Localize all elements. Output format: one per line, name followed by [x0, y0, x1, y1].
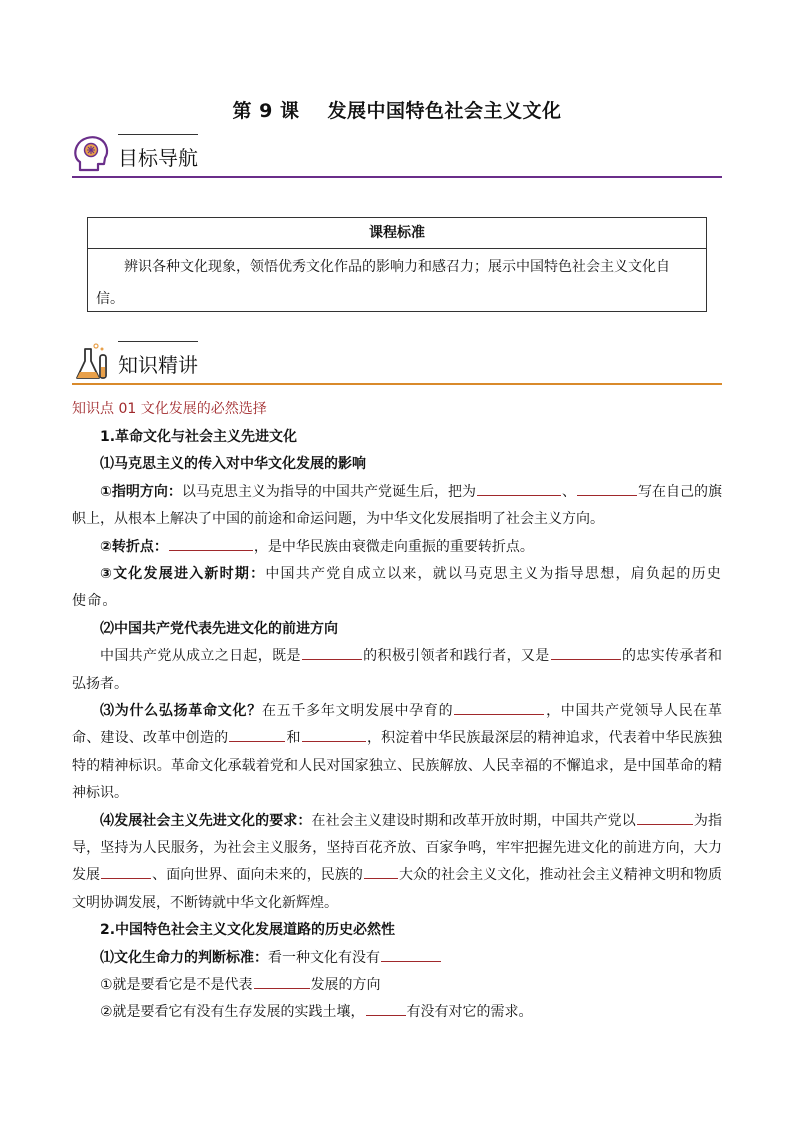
fill-blank[interactable] [254, 973, 310, 989]
fill-blank[interactable] [169, 535, 253, 551]
heading-2: 2.中国特色社会主义文化发展道路的历史必然性 [100, 922, 396, 939]
brain-head-icon [72, 134, 112, 174]
subheading-1: ⑴马克思主义的传入对中华文化发展的影响 [100, 456, 366, 473]
header-accent-line [118, 341, 198, 342]
goal-section-title: 目标导航 [118, 146, 198, 170]
criterion-1: ①就是要看它是不是代表 发展的方向 [72, 972, 722, 999]
course-standard-box [87, 217, 707, 312]
header-accent-line [118, 134, 198, 135]
heading-1: 1.革命文化与社会主义先进文化 [100, 429, 298, 445]
knowledge-section-title: 知识精讲 [118, 353, 198, 377]
lesson-name: 发展中国特色社会主义文化 [327, 100, 562, 122]
fill-blank[interactable] [366, 1000, 406, 1016]
course-standard-header: 课程标准 [88, 218, 706, 249]
goal-section-header [72, 134, 722, 178]
paragraph-direction: ①指明方向：以马克思主义为指导的中国共产党诞生后，把为 、 写在自己的旗帜上，从根本上解决了中国的前途和命运问题，为中华文化发展指明了社会主义方向。 [72, 479, 722, 534]
lesson-content [72, 424, 722, 1027]
subheading-2: ⑵中国共产党代表先进文化的前进方向 [100, 620, 338, 637]
paragraph-requirements: ⑷发展社会主义先进文化的要求：在社会主义建设时期和改革开放时期，中国共产党以 为指导，坚持为人民服务，为社会主义服务，坚持百花齐放、百家争鸣，牢牢把握先进文化的前进方向，大力发展 、面向世界、面向未来的，民族的 大众的社会主义文化，推动社会主义精神文明和物质文明协调发展，不断铸就中华文化新辉煌。 [72, 808, 722, 918]
lab-flask-icon [72, 341, 112, 381]
course-standard-body: 辨识各种文化现象，领悟优秀文化作品的影响力和感召力；展示中国特色社会主义文化自信。 [96, 259, 670, 307]
paragraph-turning-point: ②转折点： ，是中华民族由衰微走向重振的重要转折点。 [72, 534, 722, 561]
paragraph-revolutionary-culture: ⑶为什么弘扬革命文化？在五千多年文明发展中孕育的 ，中国共产党领导人民在革命、建设、改革中创造的 和 ，积淀着中华民族最深层的精神追求，代表着中华民族独特的精神标识。革命文化承载着党和人民对国家独立、民族解放、人民幸福的不懈追求，是中国革命的精神标识。 [72, 698, 722, 808]
fill-blank[interactable] [229, 726, 285, 742]
knowledge-section-header [72, 341, 722, 385]
fill-blank[interactable] [577, 480, 637, 496]
knowledge-point-heading: 知识点 01 文化发展的必然选择 [72, 401, 267, 417]
lesson-title [0, 96, 794, 123]
fill-blank[interactable] [302, 726, 366, 742]
goal-section-rule [72, 176, 722, 178]
fill-blank[interactable] [551, 644, 621, 660]
lesson-number: 第 9 课 [232, 100, 300, 122]
fill-blank[interactable] [101, 863, 151, 879]
criterion-2: ②就是要看它有没有生存发展的实践土壤， 有没有对它的需求。 [72, 999, 722, 1026]
fill-blank[interactable] [364, 863, 398, 879]
fill-blank[interactable] [302, 644, 362, 660]
fill-blank[interactable] [381, 946, 441, 962]
subheading-3: ⑴文化生命力的判断标准：看一种文化有没有 [72, 945, 722, 972]
paragraph-new-period: ③文化发展进入新时期：中国共产党自成立以来，就以马克思主义为指导思想，肩负起的历史使命。 [72, 566, 722, 610]
paragraph-advanced-culture: 中国共产党从成立之日起，既是 的积极引领者和践行者，又是 的忠实传承者和弘扬者。 [72, 643, 722, 698]
knowledge-section-rule [72, 383, 722, 385]
fill-blank[interactable] [637, 809, 693, 825]
fill-blank[interactable] [454, 699, 544, 715]
fill-blank[interactable] [477, 480, 561, 496]
